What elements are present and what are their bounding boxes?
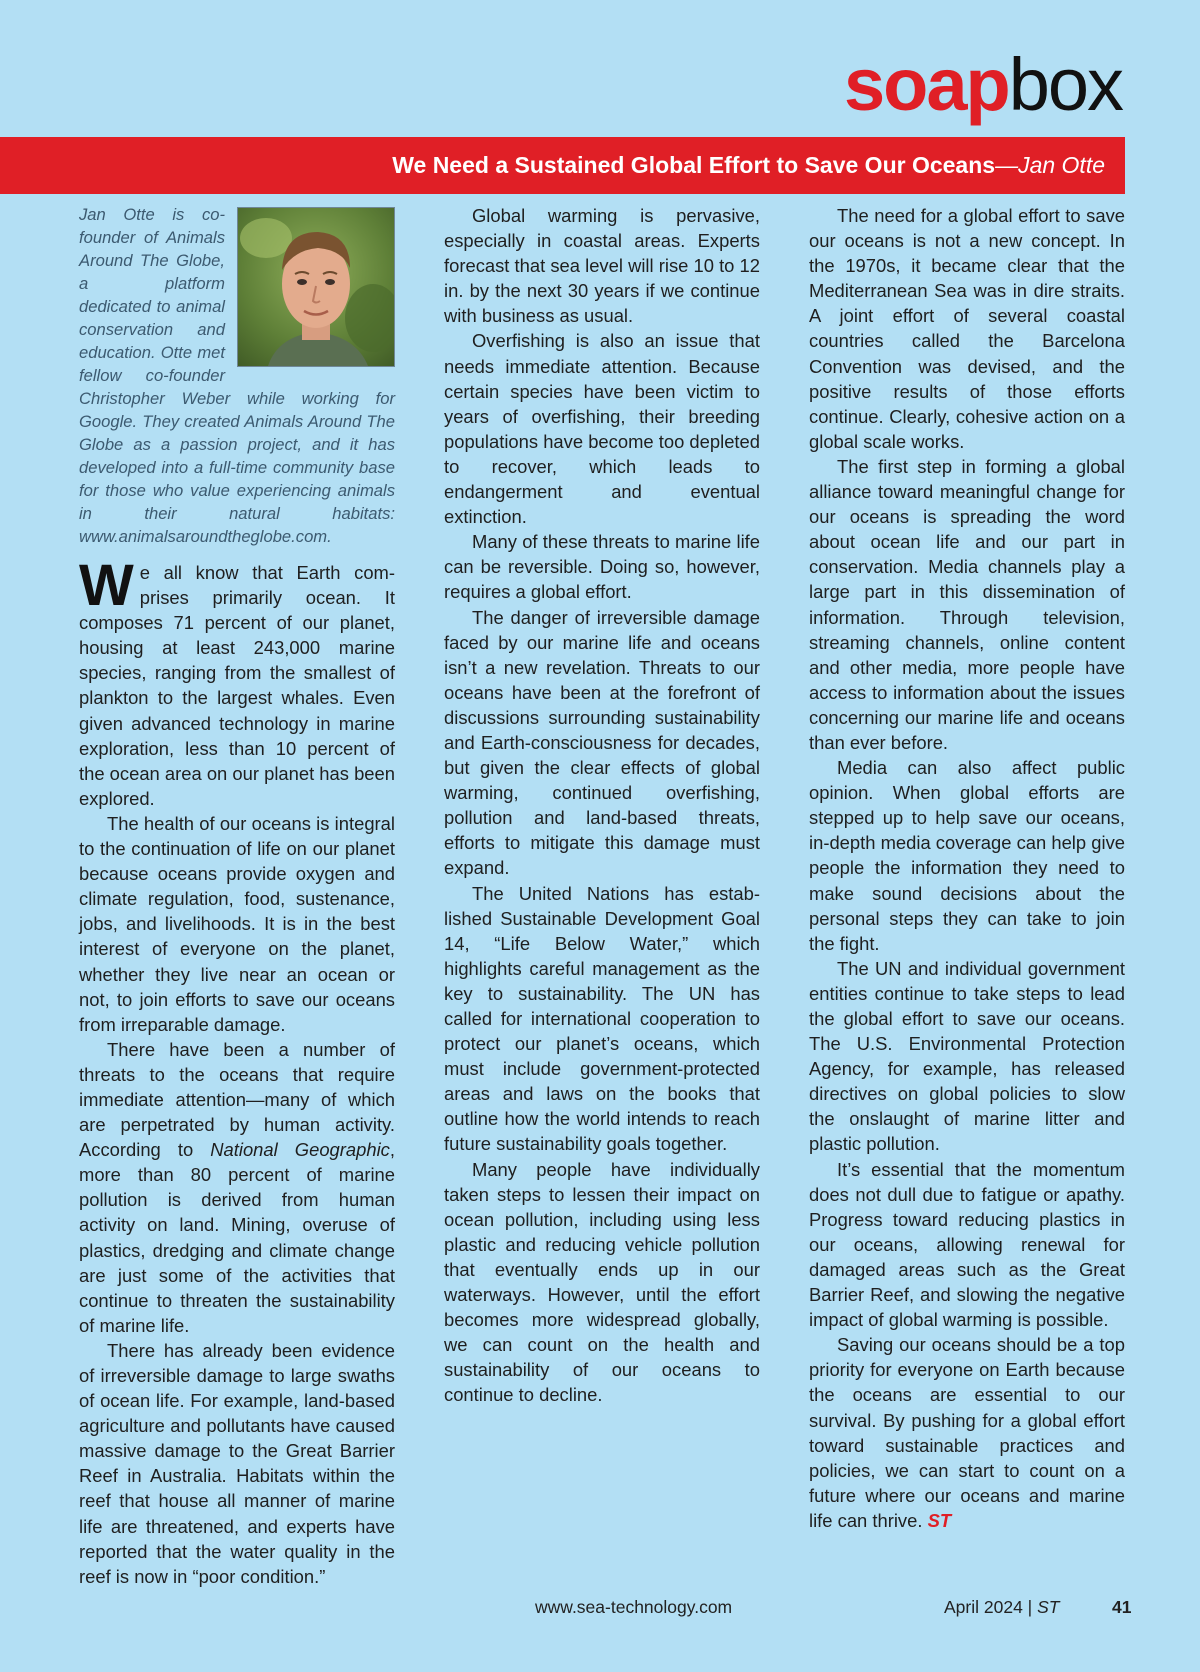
paragraph-3-text-b: , more than 80 percent of marine pollution is derived from human activity on land. Mining, overuse of plastics, dredging and climate change are just some of the activities that continue to threaten the sustainability of marine life. bbox=[79, 1139, 395, 1336]
end-mark: ST bbox=[927, 1509, 952, 1531]
bio-text: Jan Otte is co-founder of Animals Around The Globe, a platform dedicated to animal conservation and education. Otte met fellow co-founder Christopher Weber while working for Google. They created Animals Around The Globe as a passion project, and it has developed into a full-time community base for those who value experiencing animals in their natural habitats: bbox=[79, 205, 395, 523]
footer-website[interactable]: www.sea-technology.com bbox=[535, 1597, 733, 1617]
paragraph-13: Media can also affect public opinion. When global efforts are stepped up to help save our oceans, in-depth media coverage can help give people the information they need to make sound decisions about the personal steps they can take to join the fight. bbox=[809, 757, 1125, 954]
column-2 bbox=[444, 203, 760, 1408]
author-photo bbox=[237, 207, 395, 367]
bio-website-link[interactable]: www.animalsaroundtheglobe.com bbox=[79, 527, 328, 546]
column-1 bbox=[79, 203, 395, 1589]
logo-box: box bbox=[1008, 43, 1122, 126]
column-3 bbox=[809, 203, 1125, 1533]
footer-date: April 2024 | bbox=[944, 1597, 1038, 1617]
soapbox-logo bbox=[843, 43, 1122, 126]
footer-issue bbox=[944, 1597, 1059, 1618]
drop-cap: W bbox=[79, 553, 134, 618]
paragraph-9: The United Nations has established Sustainable Development Goal 14, “Life Below Water,” which highlights careful management as the key to sustainability. The UN has called for international cooperation to protect our planet’s oceans, which must include government-protected areas and laws on the books that outline how the world intends to reach future sustainability goals together. bbox=[444, 882, 760, 1155]
paragraph-16-text: Saving our oceans should be a top priority for everyone on Earth because the oceans are essential to our survival. By pushing for a global effort toward sustainable practices and policies, we can start to count on a future where our oceans and marine life can thrive. bbox=[809, 1334, 1125, 1531]
paragraph-5: Global warming is pervasive, especially in coastal areas. Experts forecast that sea level will rise 10 to 12 in. by the next 30 years if we continue with business as usual. bbox=[444, 205, 760, 327]
paragraph-12: The first step in forming a global alliance toward meaningful change for our oceans is spreading the word about ocean life and our part in conservation. Media channels play a large part in this dissemination of information. Through television, streaming channels, online content and other media, more people have access to information about the issues concerning our marine life and oceans than ever before. bbox=[809, 455, 1125, 753]
paragraph-3 bbox=[79, 1037, 395, 1338]
paragraph-3-text-a: There have been a number of threats to the oceans that require immediate attention—many of which are perpetrated by human activity. According to bbox=[79, 1038, 395, 1161]
author-portrait-image bbox=[238, 208, 394, 366]
paragraph-10: Many people have individually taken steps to lessen their impact on ocean pollution, including using less plastic and reducing vehicle pollution that eventually ends up in our waterways. However, until the effort becomes more widespread globally, we can count on the health and sustainability of our oceans to continue to decline. bbox=[444, 1158, 760, 1406]
paragraph-4: There has already been evidence of irreversible damage to large swaths of ocean life. For example, land-based agriculture and pollutants have caused massive damage to the Great Barrier Reef in Australia. Habitats within the reef that house all manner of marine life are threatened, and experts have reported that the water quality in the reef is now in “poor condition.” bbox=[79, 1339, 395, 1587]
paragraph-2: The health of our oceans is integral to the continuation of life on our planet because oceans provide oxygen and climate regulation, food, sustenance, jobs, and livelihoods. It is in the best interest of everyone on the planet, whether they live near an ocean or not, to join efforts to save our oceans from irreparable damage. bbox=[79, 812, 395, 1035]
author-bio bbox=[79, 203, 395, 548]
logo-soap: soap bbox=[843, 43, 1009, 126]
paragraph-14: The UN and individual government entities continue to take steps to lead the global effort to save our oceans. The U.S. Environmental Protection Agency, for example, has released directives on global policies to slow the onslaught of marine litter and plastic pollution. bbox=[809, 957, 1125, 1155]
bio-end: . bbox=[327, 527, 332, 546]
paragraph-1-text: e all know that Earth comprises primarily ocean. It composes 71 percent of our planet, housing at least 243,000 marine species, ranging from the smallest of plankton to the largest whales. Even given advanced technology in marine exploration, less than 10 percent of the ocean area on our planet has been explored. bbox=[79, 562, 395, 809]
page-number: 41 bbox=[1112, 1597, 1132, 1617]
title-banner bbox=[0, 137, 1125, 194]
paragraph-15: It’s essential that the momentum does not dull due to fatigue or apathy. Progress toward reducing plastics in our oceans, allowing renewal for damaged areas such as the Great Barrier Reef, and slowing the negative impact of global warming is possible. bbox=[809, 1158, 1125, 1331]
paragraph-1 bbox=[79, 553, 395, 811]
paragraph-8: The danger of irreversible damage faced by our marine life and oceans isn’t a new revelation. Threats to our oceans have been at the forefront of discussions surrounding sustainability and Earth-consciousness for decades, but given the clear effects of global warming, continued overfishing, pollution and land-based threats, efforts to mitigate this damage must expand. bbox=[444, 606, 760, 879]
paragraph-11: The need for a global effort to save our oceans is not a new concept. In the 1970s, it became clear that the Mediterranean Sea was in dire straits. A joint effort of several coastal countries called the Barcelona Convention was devised, and the positive results of those efforts continue. Clearly, cohesive action on a global scale works. bbox=[809, 205, 1125, 452]
article-title: We Need a Sustained Global Effort to Save Our Oceans bbox=[392, 152, 996, 178]
footer-magazine: ST bbox=[1037, 1597, 1060, 1617]
paragraph-16 bbox=[809, 1332, 1125, 1533]
publication-name: National Geographic bbox=[210, 1139, 390, 1161]
article-author: —Jan Otte bbox=[995, 152, 1105, 178]
paragraph-6: Overfishing is also an issue that needs immediate attention. Because certain species have been victim to years of overfishing, their breeding populations have become too depleted to recover, which leads to endangerment and eventual extinction. bbox=[444, 330, 760, 528]
paragraph-7: Many of these threats to marine life can be reversible. Doing so, however, requires a global effort. bbox=[444, 531, 760, 603]
